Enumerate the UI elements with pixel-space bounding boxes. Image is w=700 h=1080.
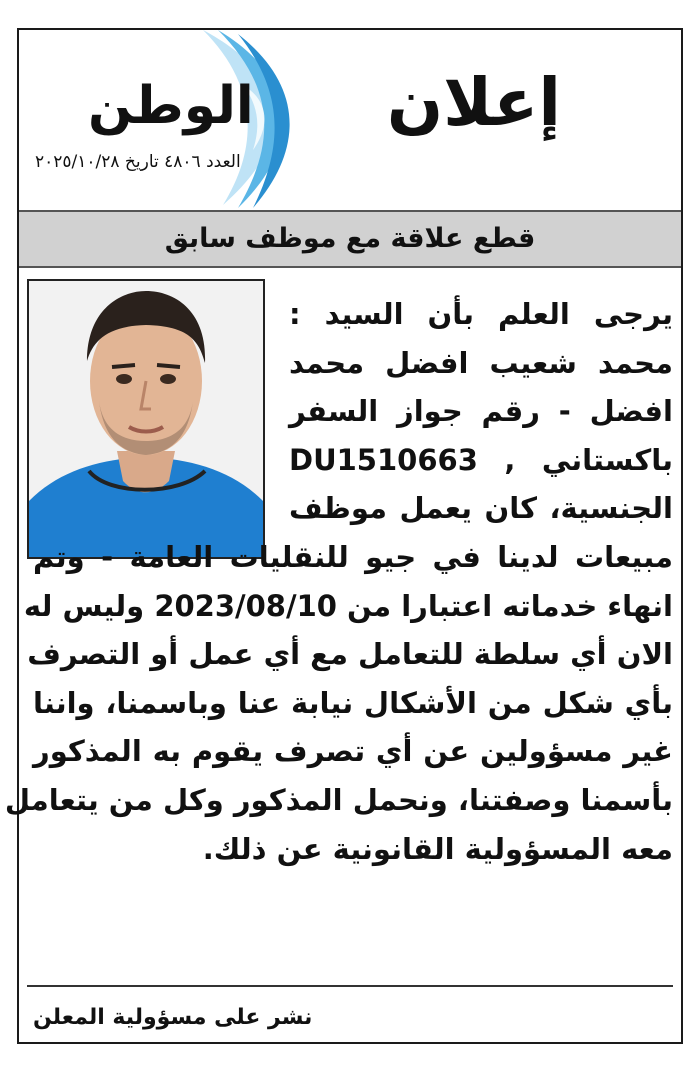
body-line: الان أي سلطة للتعامل مع أي عمل أو التصرف bbox=[27, 637, 673, 672]
body-line-text: وليس له bbox=[23, 588, 145, 623]
termination-date: 2023/08/10 bbox=[154, 588, 337, 623]
announcement-title: إعلان bbox=[386, 64, 561, 141]
body-line: بأسمنا وصفتنا، ونحمل المذكور وكل من يتعامل bbox=[4, 782, 673, 817]
body-line: بأي شكل من الأشكال نيابة عنا وباسمنا، واننا bbox=[33, 685, 673, 720]
body-line: افضل - رقم جواز السفر bbox=[289, 394, 673, 429]
body-line bbox=[23, 582, 673, 631]
passport-number: DU1510663 bbox=[289, 442, 478, 477]
announcement-body bbox=[4, 290, 673, 873]
subject-bar bbox=[19, 210, 681, 268]
body-line: غير مسؤولين عن أي تصرف يقوم به المذكور bbox=[33, 734, 673, 769]
announcement-header bbox=[19, 30, 681, 210]
body-line: يرجى العلم بأن السيد : bbox=[289, 297, 673, 331]
body-line bbox=[289, 436, 673, 485]
footer-divider bbox=[27, 985, 673, 987]
newspaper-logo bbox=[33, 30, 333, 210]
announcement-frame bbox=[4, 28, 683, 1044]
subject-heading: قطع علاقة مع موظف سابق bbox=[164, 223, 536, 254]
body-line: معه المسؤولية القانونية عن ذلك. bbox=[202, 831, 673, 866]
newspaper-name: الوطن bbox=[88, 76, 254, 136]
body-line-text: باكستاني , bbox=[504, 442, 673, 477]
body-line: مبيعات لدينا في جيو للنقليات العامة - وتم bbox=[33, 539, 673, 574]
issue-date-line: العدد ٤٨٠٦ تاريخ ٢٠٢٥/١٠/٢٨ bbox=[35, 152, 241, 172]
advertiser-responsibility-note: نشر على مسؤولية المعلن bbox=[33, 1005, 313, 1030]
body-line: محمد شعيب افضل محمد bbox=[289, 345, 673, 380]
body-line: الجنسية، كان يعمل موظف bbox=[289, 491, 673, 526]
body-line-text: انهاء خدماته اعتبارا من bbox=[347, 588, 673, 623]
